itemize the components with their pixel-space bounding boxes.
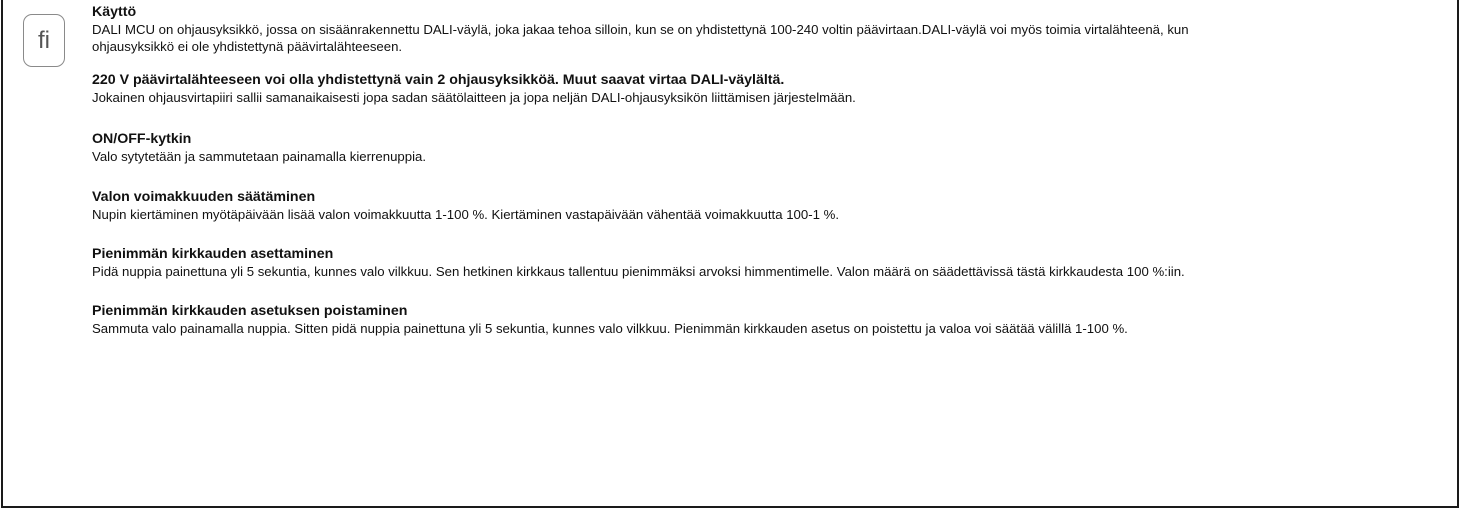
section-brightness-adjustment [92, 188, 1432, 223]
section-body: Nupin kiertäminen myötäpäivään lisää valon voimakkuutta 1-100 %. Kiertäminen vastapäivään vähentää voimakkuutta 100-1 %. [92, 207, 839, 222]
section-body: Sammuta valo painamalla nuppia. Sitten pidä nuppia painettuna yli 5 sekuntia, kunnes valo vilkkuu. Pienimmän kirkkauden asetus on poistettu ja valoa voi säätää välillä 1-100 %. [92, 321, 1128, 336]
section-title: Pienimmän kirkkauden asettaminen [92, 246, 334, 262]
section-power-supply [92, 71, 1432, 106]
section-title: Pienimmän kirkkauden asetuksen poistaminen [92, 303, 408, 319]
section-min-brightness-remove [92, 302, 1432, 337]
section-body: Jokainen ohjausvirtapiiri sallii samanaikaisesti jopa sadan säätölaitteen ja jopa neljän DALI-ohjausyksikön liittämisen järjestelmään. [92, 90, 856, 105]
language-badge [23, 14, 65, 67]
section-body: Pidä nuppia painettuna yli 5 sekuntia, kunnes valo vilkkuu. Sen hetkinen kirkkaus tallentuu pienimmäksi arvoksi himmentimelle. Valon määrä on säädettävissä tästä kirkkaudesta 100 %:iin. [92, 264, 1185, 279]
language-code: fi [38, 26, 50, 54]
section-title: Käyttö [92, 4, 137, 20]
instructions-content [92, 3, 1432, 337]
section-on-off-switch [92, 130, 1432, 165]
section-body: Valo sytytetään ja sammutetaan painamalla kierrenuppia. [92, 149, 427, 164]
section-body: DALI MCU on ohjausyksikkö, jossa on sisäänrakennettu DALI-väylä, joka jakaa tehoa silloin, kun se on yhdistettynä 100-240 voltin päävirtaan.DALI-väylä voi myös toimia virtalähteenä, kun ohjausyksikkö ei ole yhdistettynä päävirtalähteeseen. [92, 22, 1189, 54]
section-title: 220 V päävirtalähteeseen voi olla yhdistettynä vain 2 ohjausyksikköä. Muut saavat virtaa DALI-väylältä. [92, 72, 785, 88]
section-min-brightness-set [92, 245, 1432, 280]
section-title: Valon voimakkuuden säätäminen [92, 189, 316, 205]
section-title: ON/OFF-kytkin [92, 131, 192, 147]
section-usage [92, 3, 1432, 55]
